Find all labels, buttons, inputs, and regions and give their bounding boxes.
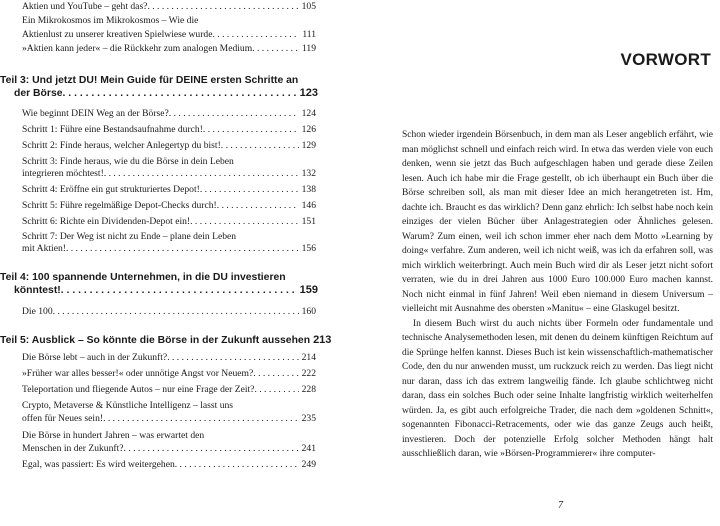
paragraph: Schon wieder irgendein Börsenbuch, in dem man als Leser angeblich erfährt, wie man möglichst schnell und einfach reich wird. In etwa das werden viele von euch denken, wenn sie jetzt das Buch aufgeschlagen haben und gerade diese Zeilen lesen. Auch ich habe mir die Frage gestellt, ob ich überhaupt ein Buch über die Börse schreiben soll, als man mit dieser Idee an mich herangetreten ist. Hm, dachte ich. Braucht es das wirklich? Denn ganz ehrlich: Ich selbst habe noch kein einziges der vielen Bücher über Anlagestrategien oder Ähnliches gelesen. Warum? Zum einen, weil ich schon immer eher nach dem Motto »Learning by doing« verfahre. Zum anderen, weil ich nicht weiß, was ich da erfahren soll, was mich wirklich weiterbringt. Auch mein Buch wird dir als Leser jetzt nicht sofort verraten, wie du in drei Jahren aus 1000 Euro 100.000 Euro machen kannst. Noch nicht einmal in fünf Jahren! Weil eben niemand in diesem Universum – vielleicht mit Ausnahme des obersten »Manitu« – eine Glaskugel besitzt. (402, 130, 713, 314)
toc-entry-title: Crypto, Metaverse & Künstliche Intelligenz – lasst uns (22, 400, 234, 411)
toc-entry (22, 384, 316, 396)
toc-entry (22, 184, 316, 196)
toc-entry (22, 200, 316, 212)
toc-entry-page: 126 (301, 124, 316, 135)
toc-entry-title: Schritt 2: Finde heraus, welcher Anlegertyp du bist! (22, 140, 221, 151)
toc-entry-title: Schritt 7: Der Weg ist nicht zu Ende – plane dein Leben (22, 231, 237, 242)
toc-entry-page: 249 (301, 459, 316, 470)
toc-entry (22, 231, 316, 243)
toc-entry-title: Die Börse in hundert Jahren – was erwartet den (22, 430, 205, 441)
toc-entry-title: Schritt 1: Führe eine Bestandsaufnahme durch! (22, 124, 203, 135)
paragraph: In diesem Buch wirst du auch nichts über Formeln oder fundamentale und technische Analysemethoden lesen, mit denen du deinem künftigen Reichtum auf die Sprünge helfen kannst. Dieses Buch ist kein wissenschaftlich-mathematischer Code, den du nur anwenden musst, um ruckzuck reich zu werden. Das liegt nicht nur daran, dass ich das extrem langweilig fände. Ich glaube schlichtweg nicht daran, dass ein solches Buch oder seine Inhalte langfristig wirklich weiterhelfen würden. Ja, es gibt auch erfolgreiche Trader, die nach dem »goldenen Schnitt«, sogenannten Fibonacci-Retracements, oder wie das ganze Zeugs auch heißt, investieren. Doch der potenzielle Erfolg solcher Methoden hängt halt ausschließlich daran, wie »Börsen-Programmierer« ihre computer- (402, 318, 713, 459)
toc-entry-page: 129 (301, 140, 316, 151)
toc-entry (22, 352, 316, 364)
toc-entry-page: 146 (301, 200, 316, 211)
toc-entry (22, 216, 316, 228)
toc-entry (22, 29, 316, 41)
part-page: 213 (313, 334, 332, 346)
toc-entry (22, 306, 316, 318)
toc-entry-title: Schritt 4: Eröffne ein gut strukturiertes Depot! (22, 184, 200, 195)
toc-entry (22, 243, 316, 255)
toc-entry-title: Schritt 6: Richte ein Dividenden-Depot ein! (22, 216, 191, 227)
toc-entry (22, 1, 316, 13)
part-page: 123 (299, 87, 318, 99)
toc-entry-page: 228 (301, 384, 316, 395)
toc-entry-title: Schritt 5: Führe regelmäßige Depot-Checks durch! (22, 200, 217, 211)
chapter-heading: VORWORT (620, 50, 711, 69)
toc-entry-page: 156 (301, 243, 316, 254)
part-title-line2: könntest! (14, 285, 61, 296)
toc-entry-title: Die 100 (22, 306, 53, 317)
right-page-foreword (360, 0, 720, 526)
part-title-line1: Teil 3: Und jetzt DU! Mein Guide für DEINE ersten Schritte an (0, 75, 299, 86)
toc-entry-page: 241 (301, 443, 316, 454)
toc-entry-title: Ein Mikrokosmos im Mikrokosmos – Wie die (22, 15, 199, 26)
toc-entry (22, 15, 316, 27)
toc-entry-title: »Aktien kann jeder« – die Rückkehr zum analogen Medium (22, 43, 253, 54)
part-title-line2: der Börse (14, 88, 63, 99)
part-title-line1: Teil 4: 100 spannende Unternehmen, in die DU investieren (0, 272, 286, 283)
toc-entry (22, 168, 316, 180)
toc-entry (22, 400, 316, 412)
toc-entry-page: 124 (301, 108, 316, 119)
toc-entry-title: »Früher war alles besser!« oder unnötige Angst vor Neuem? (22, 368, 254, 379)
toc-entry (22, 413, 316, 425)
toc-entry-title: Teleportation und fliegende Autos – nur eine Frage der Zeit? (22, 384, 255, 395)
toc-entry (22, 156, 316, 168)
toc-entry-page: 214 (301, 352, 316, 363)
toc-entry-title: Aktienlust zu unserer kreativen Spielwiese wurde (22, 29, 213, 40)
toc-entry-title: mit Aktien! (22, 243, 66, 254)
toc-entry-page: 235 (301, 413, 316, 424)
toc-entry-page: 119 (301, 43, 316, 54)
toc-entry-title: Wie beginnt DEIN Weg an der Börse? (22, 108, 169, 119)
toc-entry (22, 140, 316, 152)
toc-entry-title: Schritt 3: Finde heraus, wie du die Börse in dein Leben (22, 156, 234, 167)
part-title-line1: Teil 5: Ausblick – So könnte die Börse in der Zukunft aussehen (0, 335, 311, 346)
toc-entry (22, 43, 316, 55)
toc-entry (22, 430, 316, 442)
toc-part-heading (0, 74, 318, 100)
toc-entry (22, 443, 316, 455)
toc-entry-page: 151 (301, 216, 316, 227)
toc-entry-page: 132 (301, 168, 316, 179)
toc-entry-title: Menschen in der Zukunft? (22, 443, 124, 454)
toc-entry-page: 138 (301, 184, 316, 195)
toc-entry-page: 222 (301, 368, 316, 379)
toc-entry-page: 160 (301, 306, 316, 317)
toc-entry-title: offen für Neues sein! (22, 413, 104, 424)
toc-entry-title: Aktien und YouTube – geht das? (22, 1, 148, 12)
toc-entry (22, 459, 316, 471)
part-page: 159 (299, 284, 318, 296)
toc-entry (22, 124, 316, 136)
toc-entry-title: Die Börse lebt – auch in der Zukunft? (22, 352, 168, 363)
toc-entry-title: integrieren möchtest! (22, 168, 104, 179)
page-number: 7 (558, 500, 563, 511)
toc-entry-page: 105 (301, 1, 316, 12)
toc-entry (22, 108, 316, 120)
toc-entry-title: Egal, was passiert: Es wird weitergehen (22, 459, 175, 470)
foreword-body (402, 128, 713, 462)
toc-entry-page: 111 (302, 29, 316, 40)
toc-part-heading (0, 334, 332, 347)
toc-entry (22, 368, 316, 380)
toc-part-heading (0, 271, 318, 297)
